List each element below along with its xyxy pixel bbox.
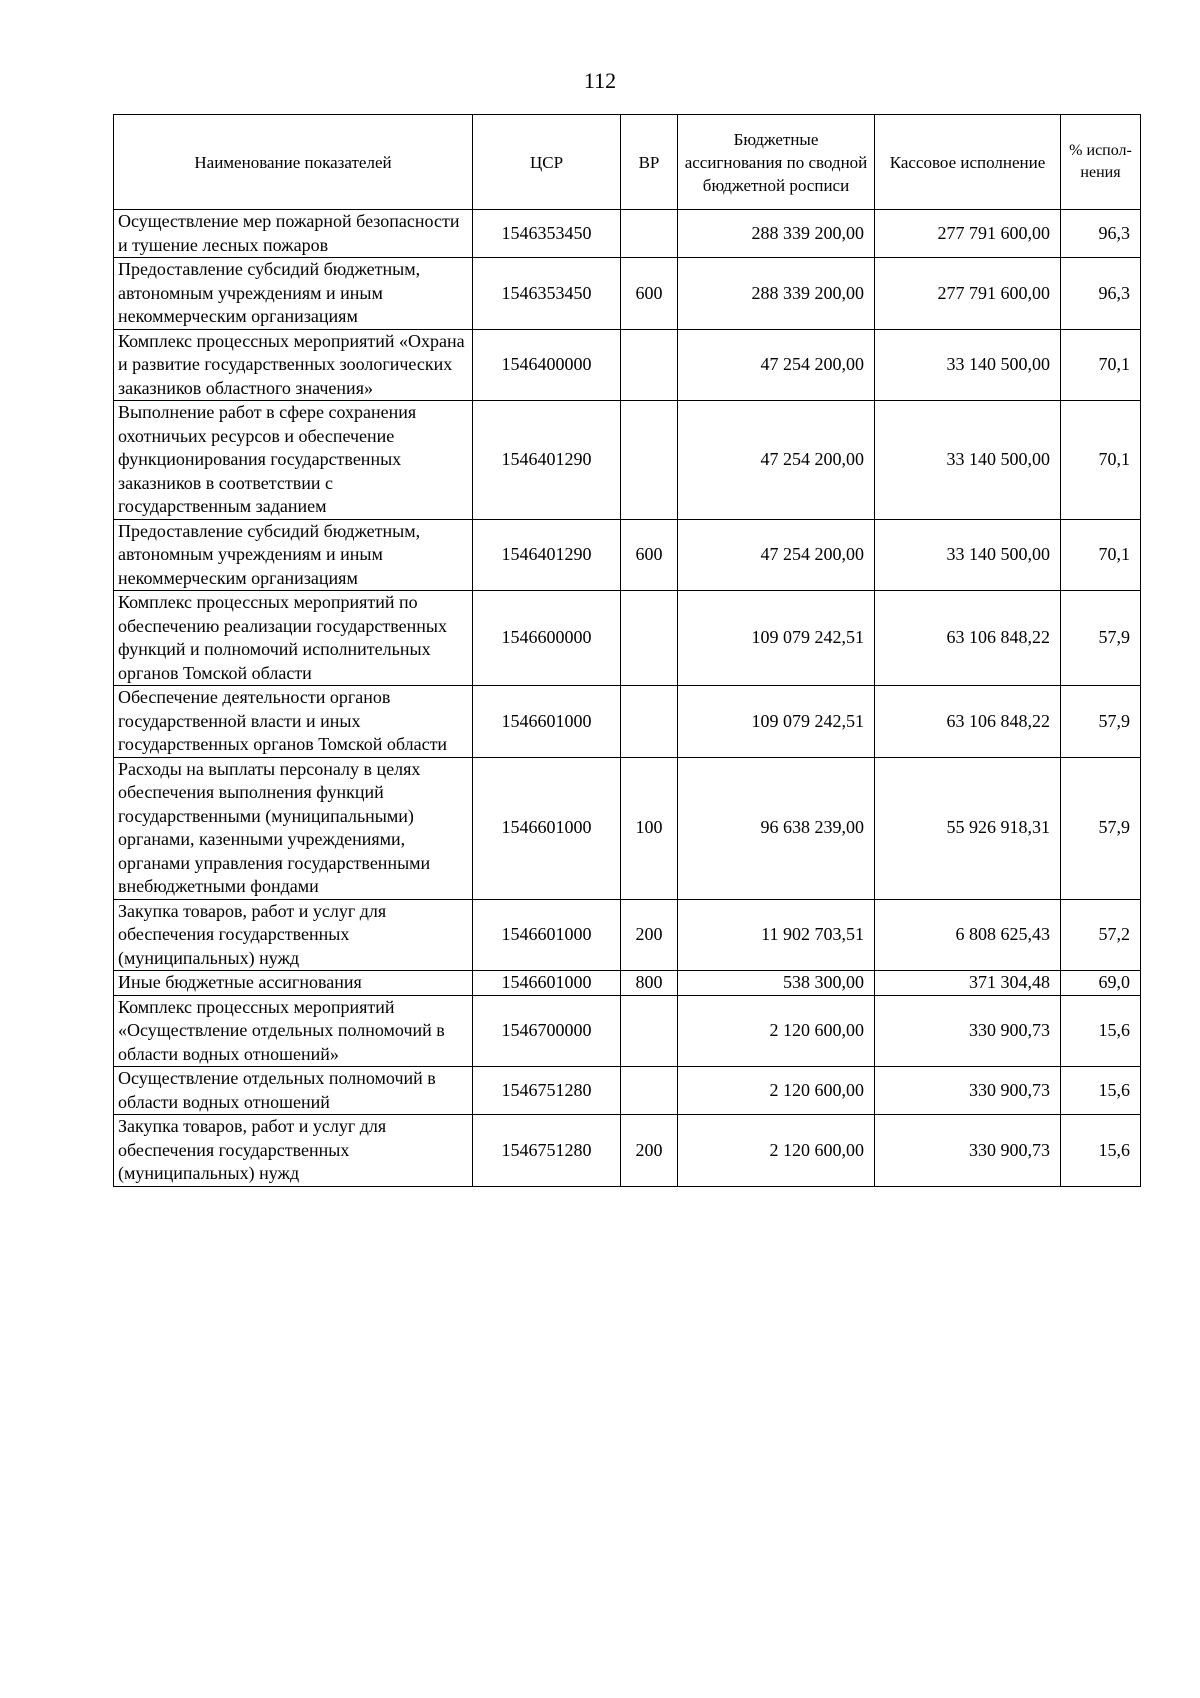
row-csr: 1546751280 [473, 1115, 621, 1187]
row-vr [621, 210, 678, 258]
row-csr: 1546601000 [473, 971, 621, 996]
row-vr: 800 [621, 971, 678, 996]
row-vr [621, 995, 678, 1067]
row-cash: 63 106 848,22 [875, 686, 1061, 758]
header-name: Наименование показателей [114, 115, 473, 210]
header-budget: Бюджетные ассигнования по сводной бюджетной росписи [678, 115, 875, 210]
table-row [114, 757, 1141, 899]
row-name: Предоставление субсидий бюджетным, автономным учреждениям и иным некоммерческим организациям [114, 519, 473, 591]
row-name: Комплекс процессных мероприятий «Охрана и развитие государственных зоологических заказников областного значения» [114, 329, 473, 401]
row-cash: 330 900,73 [875, 995, 1061, 1067]
table-header-row [114, 115, 1141, 210]
row-name: Осуществление отдельных полномочий в области водных отношений [114, 1067, 473, 1115]
row-pct: 57,9 [1061, 757, 1141, 899]
row-budget: 11 902 703,51 [678, 899, 875, 971]
row-budget: 538 300,00 [678, 971, 875, 996]
row-csr: 1546600000 [473, 591, 621, 686]
row-csr: 1546401290 [473, 519, 621, 591]
row-vr: 600 [621, 258, 678, 330]
table-row [114, 258, 1141, 330]
row-pct: 15,6 [1061, 1067, 1141, 1115]
row-csr: 1546751280 [473, 1067, 621, 1115]
row-budget: 47 254 200,00 [678, 401, 875, 520]
row-vr [621, 1067, 678, 1115]
row-pct: 70,1 [1061, 329, 1141, 401]
header-csr: ЦСР [473, 115, 621, 210]
row-pct: 57,9 [1061, 591, 1141, 686]
row-csr: 1546353450 [473, 210, 621, 258]
table-row [114, 995, 1141, 1067]
row-name: Комплекс процессных мероприятий по обеспечению реализации государственных функций и полномочий исполнительных органов Томской области [114, 591, 473, 686]
row-cash: 277 791 600,00 [875, 210, 1061, 258]
row-name: Комплекс процессных мероприятий «Осуществление отдельных полномочий в области водных отношений» [114, 995, 473, 1067]
table-row [114, 899, 1141, 971]
row-name: Предоставление субсидий бюджетным, автономным учреждениям и иным некоммерческим организациям [114, 258, 473, 330]
table-row [114, 210, 1141, 258]
table-row [114, 401, 1141, 520]
row-vr [621, 329, 678, 401]
table-row [114, 591, 1141, 686]
row-pct: 57,2 [1061, 899, 1141, 971]
row-budget: 109 079 242,51 [678, 591, 875, 686]
row-csr: 1546601000 [473, 899, 621, 971]
row-budget: 47 254 200,00 [678, 519, 875, 591]
row-budget: 2 120 600,00 [678, 995, 875, 1067]
table-row [114, 1067, 1141, 1115]
row-budget: 47 254 200,00 [678, 329, 875, 401]
row-csr: 1546401290 [473, 401, 621, 520]
row-budget: 2 120 600,00 [678, 1067, 875, 1115]
row-cash: 63 106 848,22 [875, 591, 1061, 686]
row-budget: 288 339 200,00 [678, 210, 875, 258]
row-pct: 96,3 [1061, 258, 1141, 330]
row-name: Закупка товаров, работ и услуг для обеспечения государственных (муниципальных) нужд [114, 899, 473, 971]
row-vr: 600 [621, 519, 678, 591]
row-cash: 33 140 500,00 [875, 329, 1061, 401]
row-csr: 1546353450 [473, 258, 621, 330]
table-row [114, 1115, 1141, 1187]
row-budget: 2 120 600,00 [678, 1115, 875, 1187]
row-cash: 330 900,73 [875, 1067, 1061, 1115]
row-cash: 33 140 500,00 [875, 401, 1061, 520]
row-csr: 1546400000 [473, 329, 621, 401]
row-name: Обеспечение деятельности органов государственной власти и иных государственных органов Томской области [114, 686, 473, 758]
row-vr [621, 591, 678, 686]
row-pct: 70,1 [1061, 401, 1141, 520]
row-pct: 57,9 [1061, 686, 1141, 758]
row-pct: 15,6 [1061, 1115, 1141, 1187]
row-vr: 200 [621, 1115, 678, 1187]
row-pct: 70,1 [1061, 519, 1141, 591]
row-name: Иные бюджетные ассигнования [114, 971, 473, 996]
table-row [114, 971, 1141, 996]
row-name: Выполнение работ в сфере сохранения охотничьих ресурсов и обеспечение функционирования государственных заказников в соответствии с государственным заданием [114, 401, 473, 520]
row-name: Осуществление мер пожарной безопасности и тушение лесных пожаров [114, 210, 473, 258]
row-name: Расходы на выплаты персоналу в целях обеспечения выполнения функций государственными (муниципальными) органами, казенными учреждениями, органами управления государственными внебюджетными фондами [114, 757, 473, 899]
row-cash: 33 140 500,00 [875, 519, 1061, 591]
row-csr: 1546601000 [473, 686, 621, 758]
row-cash: 277 791 600,00 [875, 258, 1061, 330]
table-row [114, 329, 1141, 401]
row-vr [621, 686, 678, 758]
header-pct: % испол-нения [1061, 115, 1141, 210]
table-row [114, 519, 1141, 591]
header-cash: Кассовое исполнение [875, 115, 1061, 210]
row-csr: 1546601000 [473, 757, 621, 899]
row-cash: 330 900,73 [875, 1115, 1061, 1187]
row-cash: 55 926 918,31 [875, 757, 1061, 899]
row-vr [621, 401, 678, 520]
row-vr: 200 [621, 899, 678, 971]
row-budget: 288 339 200,00 [678, 258, 875, 330]
budget-execution-table [113, 114, 1141, 1187]
row-budget: 96 638 239,00 [678, 757, 875, 899]
row-budget: 109 079 242,51 [678, 686, 875, 758]
row-name: Закупка товаров, работ и услуг для обеспечения государственных (муниципальных) нужд [114, 1115, 473, 1187]
table-row [114, 686, 1141, 758]
page-number: 112 [583, 68, 617, 93]
row-cash: 371 304,48 [875, 971, 1061, 996]
row-cash: 6 808 625,43 [875, 899, 1061, 971]
header-vr: ВР [621, 115, 678, 210]
row-vr: 100 [621, 757, 678, 899]
row-pct: 15,6 [1061, 995, 1141, 1067]
row-pct: 69,0 [1061, 971, 1141, 996]
row-csr: 1546700000 [473, 995, 621, 1067]
row-pct: 96,3 [1061, 210, 1141, 258]
